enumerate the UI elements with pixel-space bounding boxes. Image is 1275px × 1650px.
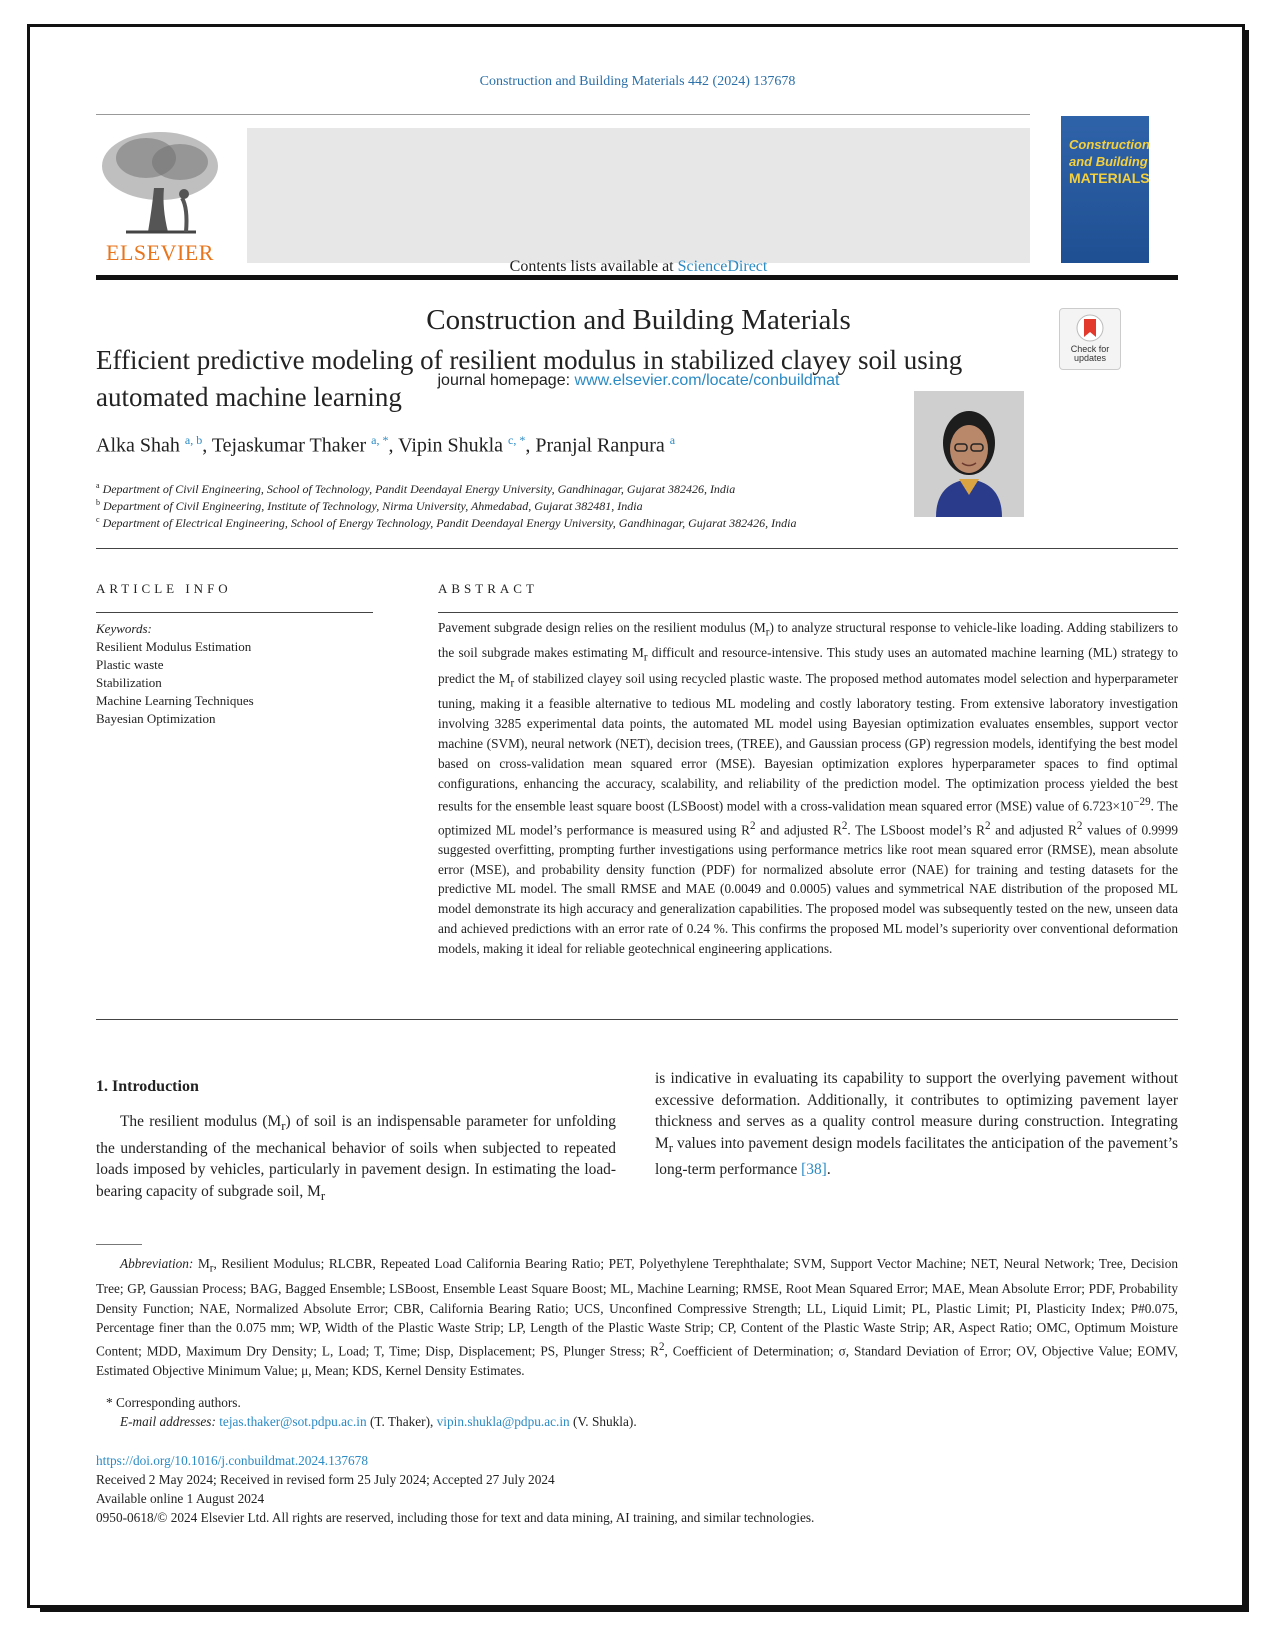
contents-line	[247, 258, 1030, 276]
subscript: r	[281, 1119, 286, 1134]
superscript: 2	[749, 819, 756, 832]
article-title: Efficient predictive modeling of resilient modulus in stabilized clayey soil using automated machine learning	[96, 345, 963, 412]
doi-link[interactable]: https://doi.org/10.1016/j.conbuildmat.2024.137678	[96, 1453, 368, 1468]
available-online: Available online 1 August 2024	[96, 1491, 265, 1506]
superscript: 2	[841, 819, 848, 832]
author-portrait-icon	[914, 391, 1024, 517]
citation-link[interactable]: [38]	[801, 1161, 827, 1179]
cover-title-line: Construction	[1069, 137, 1150, 152]
corresponding-note: * Corresponding authors.	[106, 1395, 241, 1410]
footnote-run: , Coefficient of Determination; σ, Standard Deviation of Error; OV, Objective Value; EOMV, Estimated Objective Minimum Value; μ, Mean; KDS, Kernel Density Estimates.	[96, 1343, 1178, 1379]
publisher-name: ELSEVIER	[106, 240, 214, 265]
abstract-run: . The optimized ML model’s performance is measured using R	[438, 798, 1178, 837]
abstract-heading: ABSTRACT	[438, 581, 538, 596]
intro-right-column	[655, 1068, 1178, 1181]
superscript: 2	[658, 1341, 665, 1354]
keyword-item: Stabilization	[96, 675, 162, 690]
footnote-divider	[96, 1244, 142, 1245]
abstract-run: difficult and resource-intensive. This study uses an automated machine learning (ML) strategy to predict the M	[438, 645, 1179, 686]
homepage-link[interactable]: www.elsevier.com/locate/conbuildmat	[574, 372, 840, 389]
affiliation-text: Department of Electrical Engineering, School of Energy Technology, Pandit Deendayal Energy University, Gandhinagar, Gujarat 382426, India	[102, 516, 797, 530]
footnote-label: Abbreviation:	[120, 1256, 194, 1271]
intro-run: is indicative in evaluating its capability to support the overlying pavement without excessive deformation. Additionally, it contributes to optimizing pavement layer thickness and serves as a quality control measure during construction. Integrating M	[655, 1070, 1178, 1152]
subscript: r	[320, 1188, 326, 1203]
keyword-item: Plastic waste	[96, 657, 164, 672]
abstract-run: of stabilized clayey soil using recycled plastic waste. The proposed method automates model selection and hyperparameter tuning, making it a feasible alternative to tedious ML modeling and costly laboratory testing. From extensive laboratory investigation involving 3285 experimental data points, the automated ML model using Bayesian optimization evaluates ensembles, support vector machine (SVM), neural network (NET), decision trees, (TREE), and Gaussian process (GP) regression models, identifying the best model based on cross-validation mean squared error (MSE). Bayesian optimization explores hyperparameter spaces to find optimal configurations, enhancing the accuracy, scalability, and reliability of the prediction model. The optimization process yielded the best results for the ensemble least square boost (LSBoost) model with a cross-validation mean squared error (MSE) value of 6.723×10	[438, 670, 1178, 814]
intro-run: .	[826, 1161, 831, 1179]
keyword-item: Resilient Modulus Estimation	[96, 639, 252, 654]
subscript: r	[209, 1262, 214, 1275]
affiliation-text: Department of Civil Engineering, School of Technology, Pandit Deendayal Energy University, Gandhinagar, Gujarat 382426, India	[102, 482, 736, 496]
header-divider	[96, 114, 1030, 115]
introduction-heading: 1. Introduction	[96, 1078, 199, 1095]
check-updates-label: Check for updates	[1070, 344, 1110, 363]
page-border-shadow	[1245, 30, 1249, 1612]
sciencedirect-link[interactable]: ScienceDirect	[677, 258, 768, 275]
affiliation-marker: a	[96, 481, 100, 490]
keywords-label: Keywords:	[96, 621, 152, 636]
abstract-divider	[438, 612, 1178, 613]
superscript: 2	[985, 819, 991, 832]
abstract-run: Pavement subgrade design relies on the resilient modulus (M	[438, 620, 766, 635]
subscript: r	[668, 1140, 673, 1155]
author-affil-marker[interactable]: a, b	[184, 433, 203, 447]
affiliation-marker: c	[96, 515, 100, 524]
received-dates: Received 2 May 2024; Received in revised form 25 July 2024; Accepted 27 July 2024	[96, 1472, 555, 1487]
email-link[interactable]: vipin.shukla@pdpu.ac.in	[436, 1414, 570, 1429]
elsevier-tree-icon	[96, 128, 224, 240]
abstract-text	[438, 618, 1178, 959]
subscript: r	[510, 677, 515, 690]
cover-title-line: and Building	[1069, 154, 1148, 169]
author-photo	[914, 391, 1024, 517]
homepage-label: journal homepage:	[437, 372, 575, 389]
author-name[interactable]: Alka Shah	[96, 434, 180, 457]
author-list	[96, 433, 675, 458]
superscript: −29	[1133, 796, 1151, 809]
author-name[interactable]: , Pranjal Ranpura	[525, 434, 665, 457]
journal-reference[interactable]: Construction and Building Materials 442 (2024) 137678	[479, 74, 796, 89]
header-rule	[96, 275, 1178, 280]
abstract-run: ) to analyze structural response to vehicle-like loading. Adding stabilizers to the soil subgrade makes estimating M	[438, 620, 1178, 661]
keyword-item: Machine Learning Techniques	[96, 693, 254, 708]
elsevier-logo	[96, 128, 224, 268]
author-name[interactable]: , Vipin Shukla	[388, 434, 504, 457]
check-for-updates-badge[interactable]	[1059, 308, 1121, 370]
email-owner: (V. Shukla).	[569, 1414, 637, 1429]
affiliation	[96, 511, 796, 532]
email-label: E-mail addresses:	[120, 1414, 216, 1429]
info-divider	[96, 612, 373, 613]
author-affil-marker[interactable]: a	[669, 433, 676, 447]
intro-left-column	[96, 1111, 616, 1207]
page-border-shadow	[40, 1608, 1249, 1612]
article-info-heading: ARTICLE INFO	[96, 581, 232, 596]
intro-run: values into pavement design models facilitates the anticipation of the pavement’s long-term performance	[655, 1134, 1178, 1179]
subscript: r	[765, 626, 770, 639]
section-divider	[96, 548, 1178, 549]
journal-cover	[1061, 116, 1149, 263]
abstract-run: . The LSboost model’s R	[847, 821, 986, 837]
abstract-run: and adjusted R	[990, 821, 1077, 837]
abstract-end-divider	[96, 1019, 1178, 1020]
abstract-run: values of 0.9999 suggested overfitting, prompting further investigations using performance metrics like root mean squared error (RMSE), mean absolute error (MSE), and probability density function (PDF) for normalized absolute error (NAE) for training and testing datasets for the predictive ML model. The small RMSE and MAE (0.0049 and 0.0005) values and symmetrical NAE distribution of the proposed ML model demonstrate its high accuracy and generalization capabilities. The proposed model was subsequently tested on the new, unseen data and achieved predictions with an error rate of 0.24 %. This confirms the proposed ML model’s superiority over conventional deformation models, making it ideal for reliable geotechnical engineering applications.	[438, 821, 1179, 956]
intro-run: ) of soil is an indispensable parameter for unfolding the understanding of the mechanical behavior of soils when subjected to repeated loads imposed by vehicles, particularly in pavement design. In estimating the load-bearing capacity of subgrade soil, M	[96, 1113, 616, 1200]
email-line	[120, 1412, 637, 1431]
affiliation-text: Department of Civil Engineering, Institute of Technology, Nirma University, Ahmedabad, Gujarat 382481, India	[103, 499, 643, 513]
affiliation-marker: b	[96, 498, 100, 507]
abbreviation-footnote	[96, 1254, 1178, 1381]
footnote-run: , Resilient Modulus; RLCBR, Repeated Load California Bearing Ratio; PET, Polyethylene Terephthalate; SVM, Support Vector Machine; NET, Neural Network; Tree, Decision Tree; GP, Gaussian Process; BAG, Bagged Ensemble; LSBoost, Ensemble Least Square Boost; ML, Machine Learning; RMSE, Root Mean Squared Error; MAE, Mean Absolute Error; PDF, Probability Density Function; NAE, Normalized Absolute Error; CBR, California Bearing Ratio; UCS, Unconfined Compressive Strength; LL, Liquid Limit; PL, Plastic Limit; PI, Plasticity Index; P#0.075, Percentage finer than the 0.075 mm; WP, Width of the Plastic Waste Strip; LP, Length of the Plastic Waste Strip; CP, Content of the Plastic Waste Strip; AR, Aspect Ratio; OMC, Optimum Moisture Content; MDD, Maximum Dry Density; L, Load; T, Time; Disp, Displacement; PS, Plunger Stress; R	[96, 1256, 1178, 1359]
superscript: 2	[1076, 819, 1083, 832]
abstract-run: and adjusted R	[755, 821, 842, 837]
email-owner: (T. Thaker),	[366, 1414, 437, 1429]
author-name[interactable]: , Tejaskumar Thaker	[202, 434, 367, 457]
author-affil-marker[interactable]: a, *	[371, 433, 389, 447]
author-affil-marker[interactable]: c, *	[508, 433, 526, 447]
journal-title: Construction and Building Materials	[426, 304, 851, 336]
cover-title-line: MATERIALS	[1069, 170, 1150, 186]
intro-run: The resilient modulus (M	[120, 1113, 282, 1130]
keyword-item: Bayesian Optimization	[96, 711, 216, 726]
copyright-line: 0950-0618/© 2024 Elsevier Ltd. All rights are reserved, including those for text and data mining, AI training, and similar technologies.	[96, 1510, 815, 1525]
footnote-run: M	[193, 1256, 210, 1271]
subscript: r	[643, 652, 648, 665]
contents-text: Contents lists available at	[509, 258, 678, 275]
bookmark-icon	[1075, 313, 1105, 343]
email-link[interactable]: tejas.thaker@sot.pdpu.ac.in	[219, 1414, 367, 1429]
